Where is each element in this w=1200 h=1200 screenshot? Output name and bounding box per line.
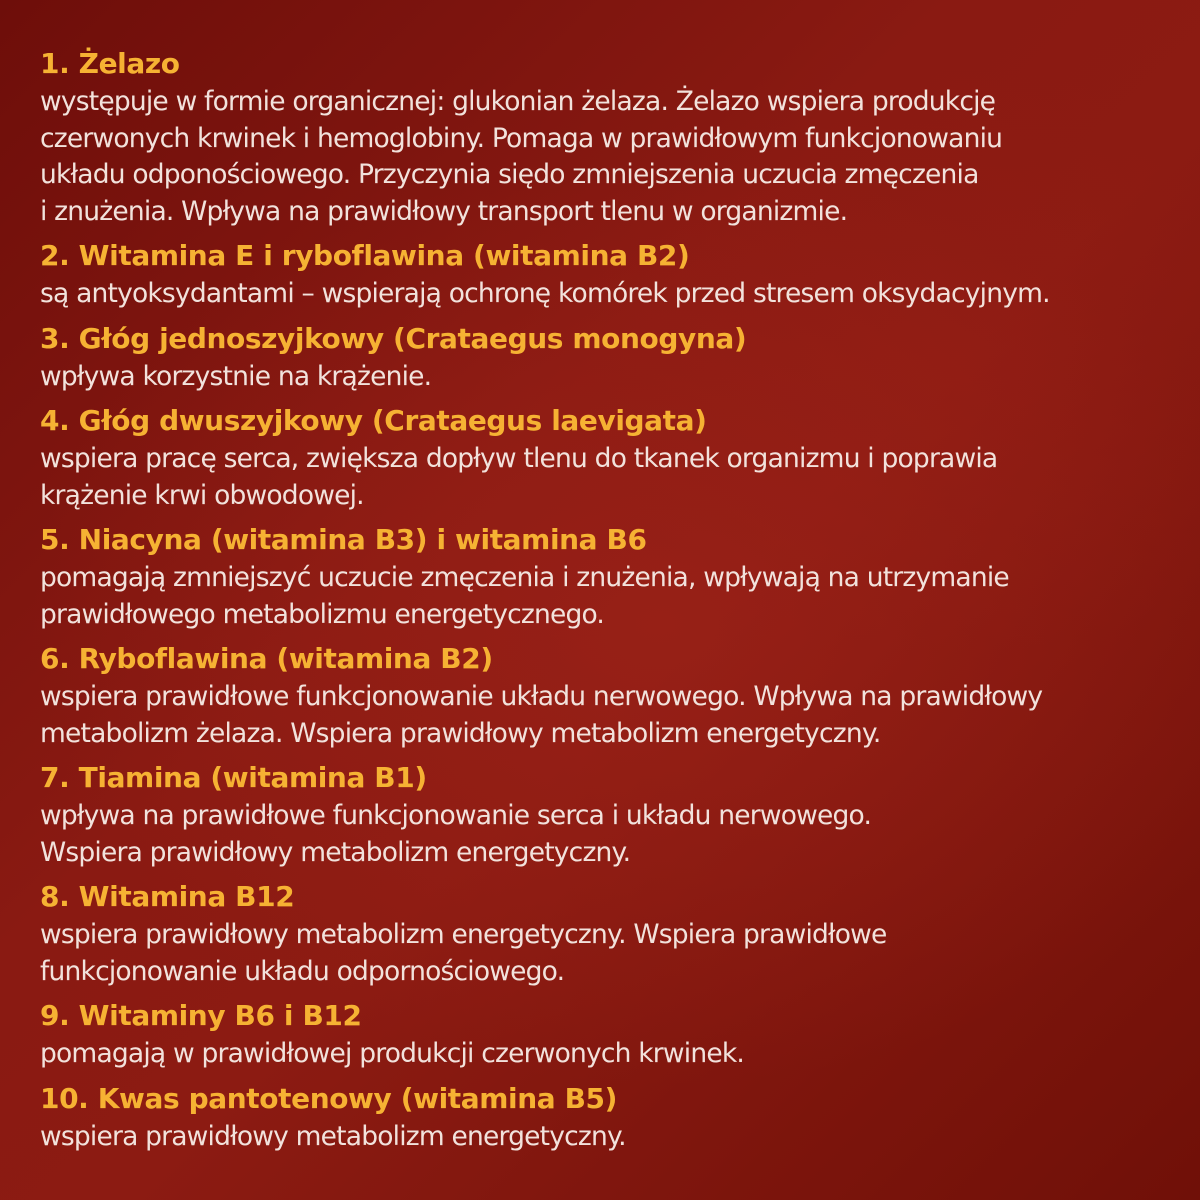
list-item-tiamina (40, 758, 1170, 871)
item-heading: 7. Tiamina (witamina B1) (40, 761, 427, 794)
ingredient-list (40, 44, 1170, 1161)
item-description: pomagają zmniejszyć uczucie zmęczenia i znużenia, wpływają na utrzymanie prawidłowego metabolizmu energetycznego. (40, 562, 1009, 630)
list-item-kwas-pantotenowy (40, 1079, 1170, 1156)
list-item-witamina-b12 (40, 877, 1170, 990)
item-description: wpływa korzystnie na krążenie. (40, 360, 432, 392)
item-description: są antyoksydantami – wspierają ochronę komórek przed stresem oksydacyjnym. (40, 278, 1050, 309)
list-item-niacyna (40, 520, 1170, 633)
item-heading: 6. Ryboflawina (witamina B2) (40, 642, 493, 675)
item-heading: 5. Niacyna (witamina B3) i witamina B6 (40, 523, 647, 556)
list-item-glog-jednoszyjkowy (40, 319, 1170, 396)
list-item-witamina-e (40, 236, 1170, 313)
item-description: pomagają w prawidłowej produkcji czerwonych krwinek. (40, 1038, 744, 1069)
item-heading: 4. Głóg dwuszyjkowy (Crataegus laevigata) (40, 404, 707, 437)
item-heading: 2. Witamina E i ryboflawina (witamina B2) (40, 239, 690, 272)
item-description: wspiera prawidłowy metabolizm energetyczny. (40, 1120, 626, 1152)
item-heading: 8. Witamina B12 (40, 880, 295, 913)
list-item-glog-dwuszyjkowy (40, 401, 1170, 514)
item-heading: 10. Kwas pantotenowy (witamina B5) (40, 1081, 618, 1115)
list-item-zelazo (40, 44, 1170, 230)
list-item-witaminy-b6-b12 (40, 996, 1170, 1073)
item-description: wpływa na prawidłowe funkcjonowanie serca i układu nerwowego. Wspiera prawidłowy metabolizm energetyczny. (40, 800, 872, 868)
item-description: występuje w formie organicznej: glukonian żelaza. Żelazo wspiera produkcję czerwonych krwinek i hemoglobiny. Pomaga w prawidłowym funkcjonowaniu układu odponościowego. Przyczynia siędo zmniejszenia uczucia zmęczenia i znużenia. Wpływa na prawidłowy transport tlenu w organizmie. (40, 86, 1003, 227)
item-description: wspiera pracę serca, zwiększa dopływ tlenu do tkanek organizmu i poprawia krążenie krwi obwodowej. (40, 443, 998, 511)
list-item-ryboflawina (40, 639, 1170, 752)
item-description: wspiera prawidłowy metabolizm energetyczny. Wspiera prawidłowe funkcjonowanie układu odpornościowego. (40, 919, 887, 987)
item-heading: 1. Żelazo (40, 47, 180, 80)
item-heading: 9. Witaminy B6 i B12 (40, 999, 362, 1032)
item-heading: 3. Głóg jednoszyjkowy (Crataegus monogyna) (40, 321, 747, 355)
item-description: wspiera prawidłowe funkcjonowanie układu nerwowego. Wpływa na prawidłowy metabolizm żelaza. Wspiera prawidłowy metabolizm energetyczny. (40, 681, 1043, 749)
